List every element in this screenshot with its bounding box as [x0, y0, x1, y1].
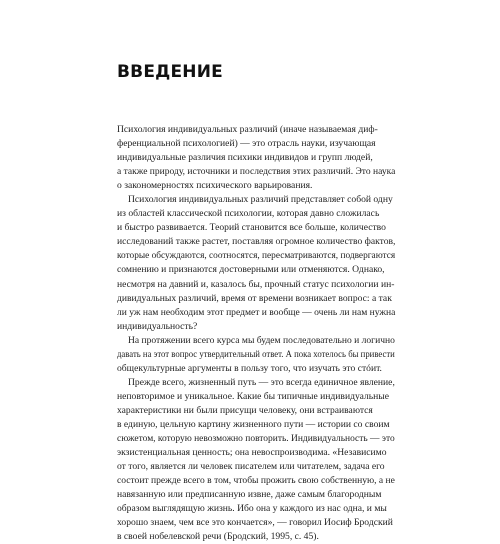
text-line: ференциальной психологией) — это отрасль науки, изучающая — [117, 138, 376, 150]
text-line: Прежде всего, жизненный путь — это всегда единичное явление, — [128, 376, 395, 388]
text-line: и быстро развивается. Теорий становится все больше, количество — [117, 222, 386, 234]
text-line: На протяжении всего курса мы будем последовательно и логично — [127, 334, 395, 346]
text-line: о закономерностях психического варьирования. — [117, 180, 313, 192]
text-line: в единую, цельную картину жизненного пути — истории со своим — [117, 418, 390, 430]
text-line: индивидуальные различия психики индивидов и групп людей, — [117, 152, 373, 164]
text-line: экзистенциальная ценность; она невоспроизводима. «Независимо — [117, 447, 387, 459]
text-line: Психология индивидуальных различий (иначе называемая диф- — [117, 124, 378, 135]
text-line: давать на этот вопрос утвердительный ответ. А пока хотелось бы привести — [117, 348, 395, 360]
text-line: которые обсуждаются, соотносятся, пересматриваются, подвергаются — [117, 250, 396, 262]
text-line: индивидуальность? — [117, 320, 198, 332]
text-line: ли уж нам необходим этот предмет и вообще — очень ли нам нужна — [117, 306, 396, 318]
text-line: образом выглядящую жизнь. Ибо она у каждого из нас одна, и мы — [117, 503, 387, 515]
body-text — [117, 123, 395, 544]
text-line: исследований также растет, поставляя огромное количество фактов, — [117, 236, 396, 248]
text-line: а также природу, источники и последствия этих различий. Это наука — [117, 166, 396, 178]
text-line: несмотря на давний и, казалось бы, прочный статус психологии ин- — [117, 278, 395, 290]
text-line: в своей нобелевской речи (Бродский, 1995, с. 45). — [117, 531, 319, 543]
text-line: неповторимое и уникальное. Какие бы типичные индивидуальные — [117, 390, 389, 402]
text-line: из областей классической психологии, которая давно сложилась — [117, 208, 380, 220]
text-line: общекультурные аргументы в пользу того, что изучать это стóит. — [117, 362, 382, 374]
text-line: состоит прежде всего в том, чтобы прожить свою собственную, а не — [117, 475, 395, 487]
text-line: от того, является ли человек писателем или читателем, задача его — [117, 461, 385, 473]
text-line: сюжетом, которую невозможно повторить. Индивидуальность — это — [117, 433, 395, 445]
text-line: навязанную или предписанную извне, даже самым благородным — [117, 489, 382, 501]
text-line: дивидуальных различий, время от времени возникает вопрос: а так — [117, 292, 392, 304]
text-line: сомнению и признаются достоверными или отменяются. Однако, — [117, 264, 385, 276]
text-line: хорошо знаем, чем все это кончается», — говорил Иосиф Бродский — [117, 517, 393, 529]
text-line: характеристики ни были присущи человеку, они встраиваются — [117, 404, 373, 416]
chapter-heading: ВВЕДЕНИЕ — [117, 62, 223, 82]
text-line: Психология индивидуальных различий представляет собой одну — [128, 194, 393, 206]
